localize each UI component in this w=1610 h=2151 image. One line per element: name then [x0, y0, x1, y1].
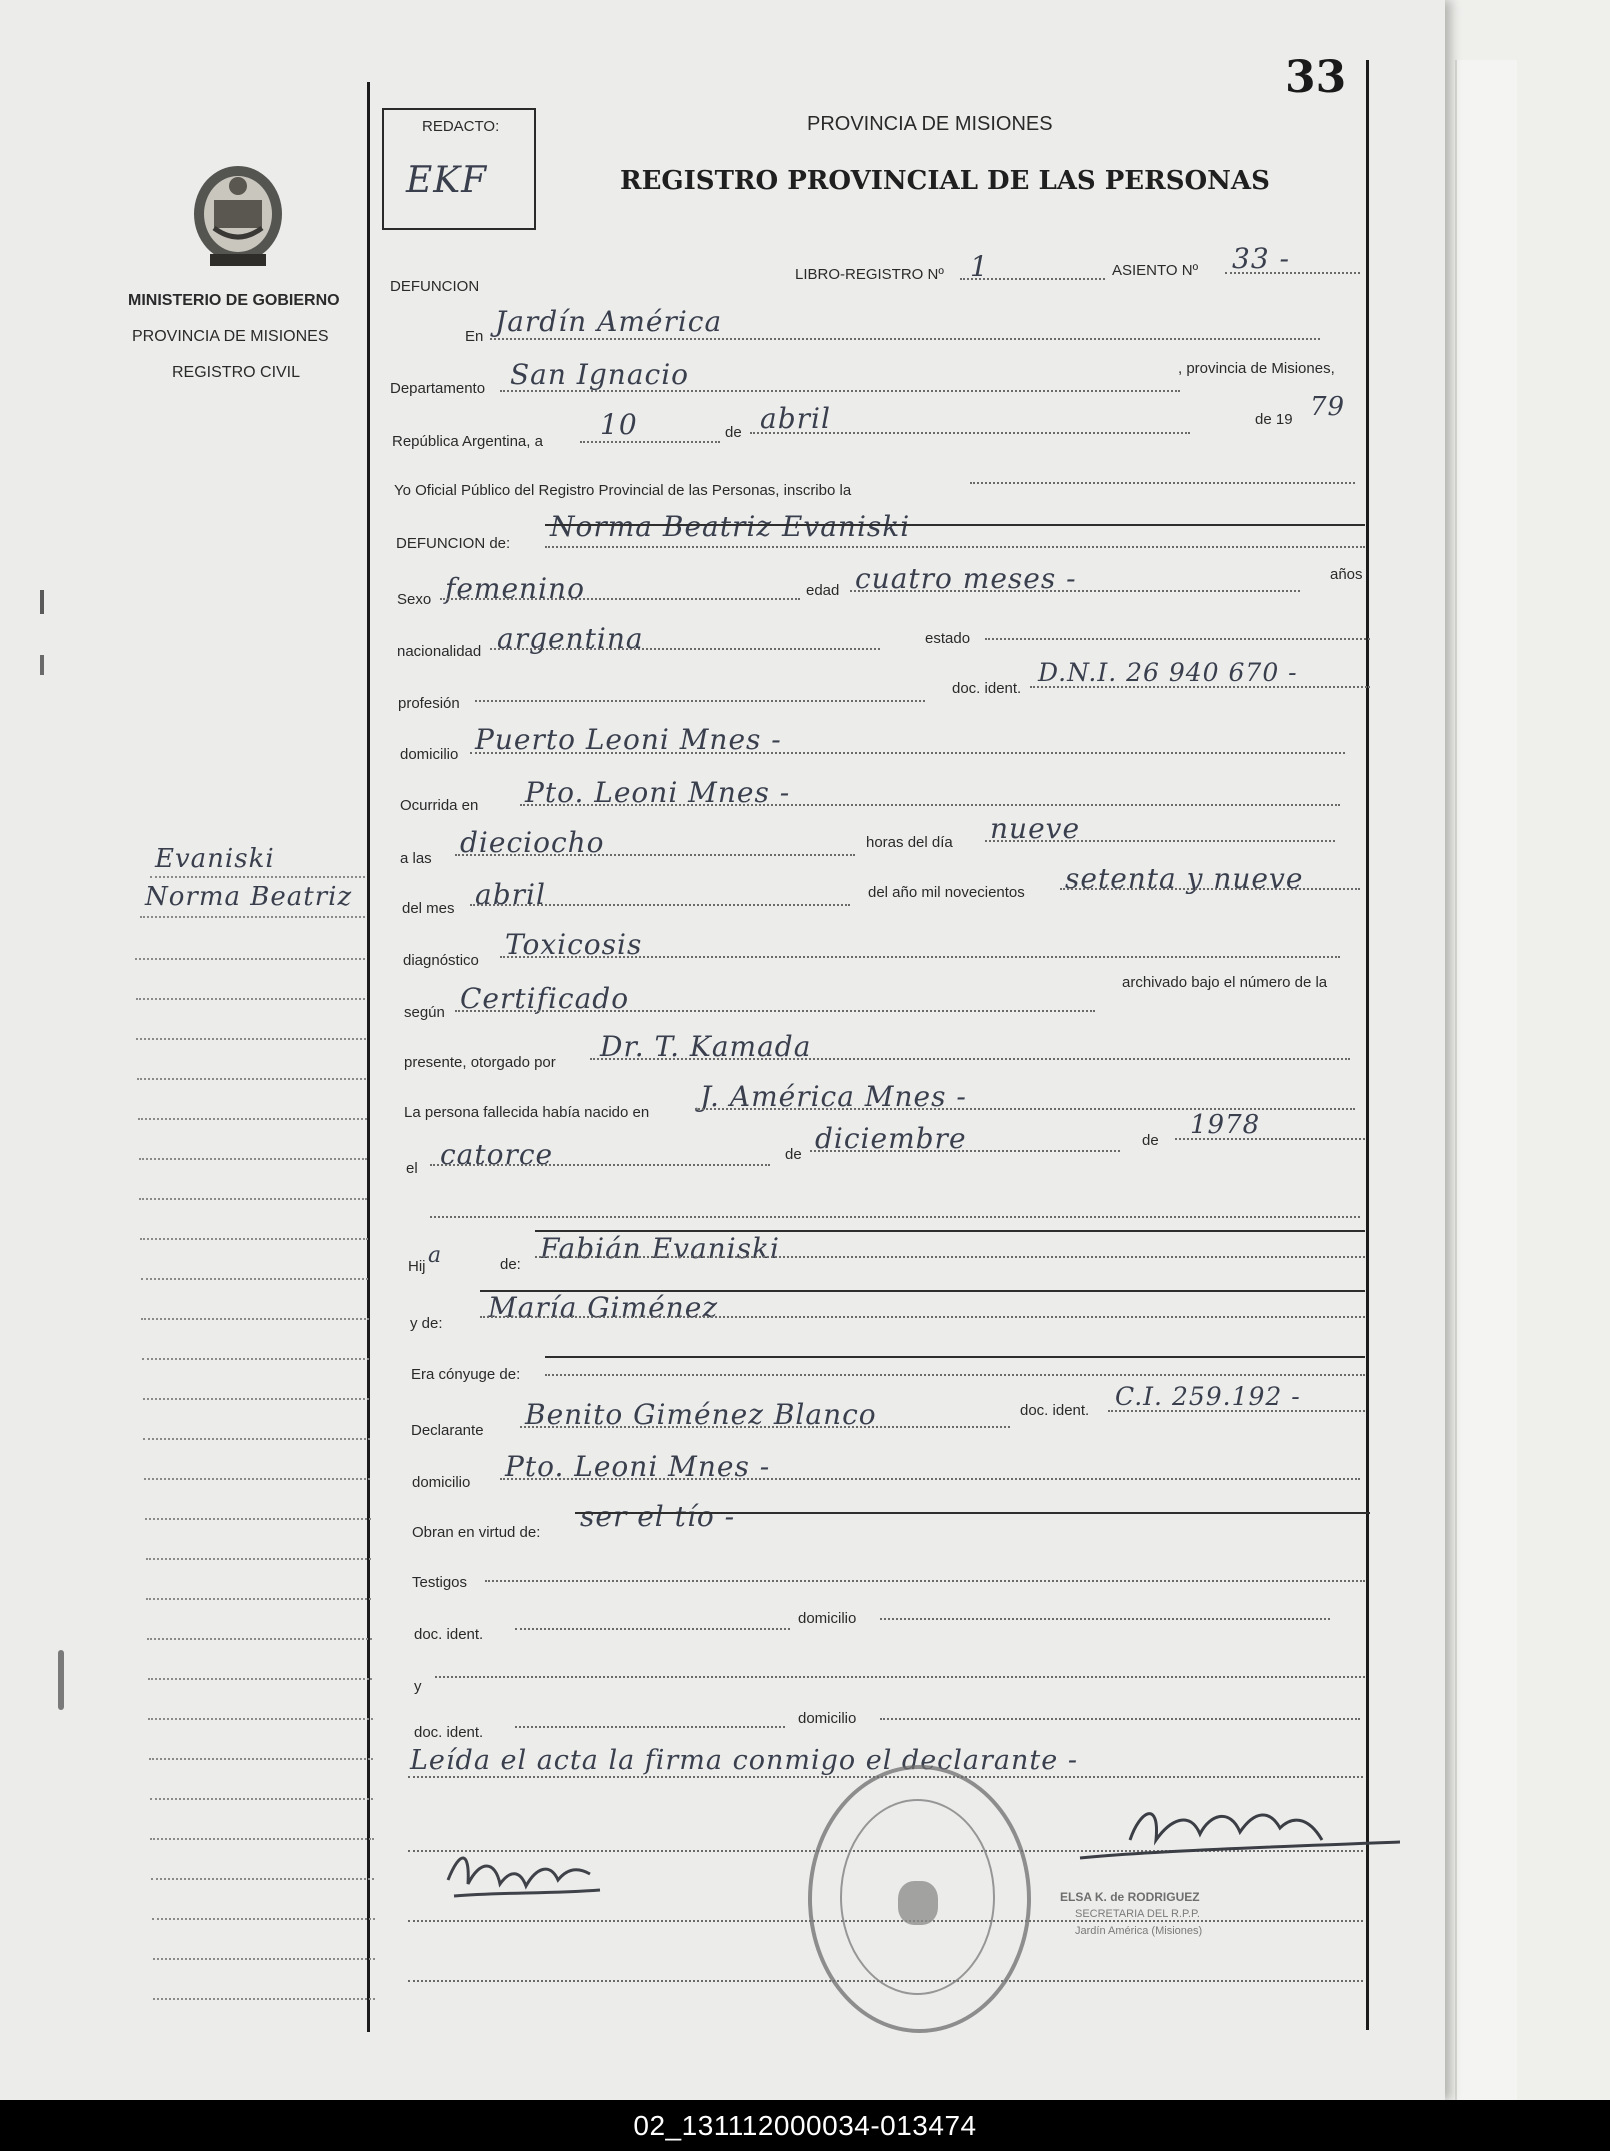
testigo2-doc-line: [515, 1726, 785, 1728]
official-role: SECRETARIA DEL R.P.P.: [1075, 1908, 1200, 1920]
margin-rule: [148, 1678, 373, 1680]
official-place: Jardín América (Misiones): [1075, 1925, 1203, 1937]
libro-value: 1: [970, 250, 989, 283]
edad-value: cuatro meses -: [855, 562, 1077, 595]
ministry-line1: MINISTERIO DE GOBIERNO: [128, 292, 340, 309]
conyuge-line: [545, 1356, 1365, 1358]
anio-texto-value: setenta y nueve: [1065, 862, 1304, 895]
official-name: ELSA K. de RODRIGUEZ: [1060, 1890, 1200, 1904]
anios-label: años: [1330, 566, 1363, 583]
asiento-line: [1225, 272, 1360, 274]
padre-value: Fabián Evaniski: [540, 1232, 780, 1265]
profesion-line: [475, 700, 925, 702]
margin-note-surname: Evaniski: [155, 844, 275, 874]
margin-rule: [153, 1958, 376, 1960]
provincia-label: , provincia de Misiones,: [1178, 360, 1335, 377]
margin-rule: [146, 1598, 371, 1600]
right-vertical-rule: [1366, 60, 1369, 2030]
declarant-signature: [440, 1840, 610, 1910]
madre-line: [480, 1290, 1365, 1292]
estado-label: estado: [925, 630, 971, 647]
republica-label: República Argentina, a: [392, 433, 543, 450]
binding-mark: [40, 590, 44, 614]
dia-texto-line: [985, 840, 1335, 842]
margin-rule: [141, 1278, 369, 1280]
libro-label: LIBRO-REGISTRO Nº: [795, 266, 944, 283]
margin-rule: [139, 1198, 367, 1200]
margin-note-given-names: Norma Beatriz: [145, 882, 353, 912]
testigo1-domicilio-label: domicilio: [798, 1610, 857, 1627]
archivado-label: archivado bajo el número de la: [1122, 974, 1328, 991]
declarante-domicilio-value: Pto. Leoni Mnes -: [505, 1450, 771, 1483]
obran-value: ser el tío -: [580, 1500, 736, 1533]
nacionalidad-line: [490, 648, 880, 650]
hijo-label: Hij: [408, 1258, 426, 1275]
hijo-suffix: a: [428, 1243, 443, 1268]
ministry-line2: PROVINCIA DE MISIONES: [132, 328, 329, 345]
declarante-line: [520, 1426, 1010, 1428]
diagnostico-line: [500, 956, 1340, 958]
doc-line: [1030, 686, 1370, 688]
binding-mark: [58, 1650, 64, 1710]
mes-line: [750, 432, 1190, 434]
margin-rule: [138, 1118, 367, 1120]
left-vertical-rule: [367, 82, 370, 2032]
closing-statement: Leída el acta la firma conmigo el declarante -: [410, 1745, 1078, 1776]
de-mes-label: de: [725, 424, 742, 441]
dia-line: [580, 441, 720, 443]
nombre-underline: [545, 546, 1365, 548]
departamento-value: San Ignacio: [510, 358, 690, 391]
lugar-line: [490, 338, 1320, 340]
mes-value: abril: [760, 402, 831, 435]
nacido-value: J. América Mnes -: [700, 1080, 967, 1113]
margin-rule: [151, 1878, 374, 1880]
ocurrida-line: [520, 804, 1340, 806]
a-las-label: a las: [400, 850, 432, 867]
libro-line: [960, 278, 1105, 280]
mes-texto-value: abril: [475, 878, 546, 911]
doc-value: D.N.I. 26 940 670 -: [1038, 658, 1298, 687]
testigo2-domicilio-label: domicilio: [798, 1710, 857, 1727]
nombre-line: [545, 524, 1365, 526]
nac-mes-value: diciembre: [815, 1122, 967, 1155]
page-number: 33: [1285, 52, 1347, 103]
del-anio-label: del año mil novecientos: [868, 884, 1025, 901]
redacto-box: [382, 108, 536, 230]
padre-line: [535, 1230, 1365, 1232]
margin-rule: [148, 1718, 372, 1720]
ocurrida-label: Ocurrida en: [400, 797, 479, 814]
margin-rule: [140, 916, 365, 918]
el-label: el: [406, 1160, 418, 1177]
next-page-edge: [1455, 60, 1517, 2100]
nacionalidad-label: nacionalidad: [397, 643, 482, 660]
hora-value: dieciocho: [460, 826, 605, 859]
asiento-label: ASIENTO Nº: [1112, 262, 1199, 279]
margin-rule: [136, 998, 366, 1000]
margin-rule: [139, 1158, 368, 1160]
otorgado-line: [590, 1058, 1350, 1060]
yo-oficial-label: Yo Oficial Público del Registro Provincial de las Personas, inscribo la: [394, 482, 852, 499]
stamp-inner-ring: [840, 1799, 995, 1995]
nac-dia-line: [430, 1164, 770, 1166]
profesion-label: profesión: [398, 695, 460, 712]
margin-rule: [153, 1998, 375, 2000]
provincial-emblem-icon: [188, 162, 288, 272]
domicilio-line: [470, 752, 1345, 754]
padre-underline: [535, 1256, 1365, 1258]
domicilio-value: Puerto Leoni Mnes -: [475, 723, 782, 756]
margin-rule: [147, 1638, 372, 1640]
nacionalidad-value: argentina: [497, 622, 644, 655]
nombre-value: Norma Beatriz Evaniski: [550, 510, 911, 543]
lugar-value: Jardín América: [495, 305, 723, 338]
nac-mes-line: [810, 1150, 1120, 1152]
nac-dia-value: catorce: [440, 1138, 554, 1171]
margin-rule: [140, 1238, 368, 1240]
obran-line: [575, 1512, 1370, 1514]
testigo1-doc-label: doc. ident.: [414, 1626, 484, 1643]
file-id-caption: 02_131112000034-013474: [0, 2100, 1610, 2151]
padre-de-label: de:: [500, 1256, 521, 1273]
declarante-value: Benito Giménez Blanco: [525, 1398, 877, 1431]
asiento-value: 33 -: [1232, 242, 1290, 275]
margin-rule: [152, 1918, 375, 1920]
estado-line: [985, 638, 1370, 640]
de-anio-label: de 19: [1255, 411, 1293, 428]
nac-anio-line: [1175, 1138, 1365, 1140]
testigo1-domicilio-line: [880, 1618, 1330, 1620]
redacto-initials: EKF: [406, 160, 488, 201]
diagnostico-value: Toxicosis: [505, 928, 643, 961]
declarante-domicilio-line: [500, 1478, 1360, 1480]
dia-value: 10: [600, 408, 638, 441]
conyuge-underline: [545, 1374, 1365, 1376]
edad-label: edad: [806, 582, 840, 599]
sexo-line: [440, 598, 800, 600]
anio-value: 79: [1310, 392, 1346, 422]
anio-texto-line: [1060, 888, 1360, 890]
margin-rule: [150, 876, 365, 878]
edad-line: [850, 590, 1300, 592]
obran-label: Obran en virtud de:: [412, 1524, 541, 1541]
y-de-label: y de:: [410, 1315, 443, 1332]
conyuge-label: Era cónyuge de:: [411, 1366, 521, 1383]
dia-texto-value: nueve: [990, 812, 1081, 845]
y-line: [435, 1676, 1365, 1678]
margin-rule: [141, 1318, 368, 1320]
margin-rule: [144, 1478, 370, 1480]
margin-rule: [135, 958, 365, 960]
ministry-line3: REGISTRO CIVIL: [172, 364, 301, 381]
margin-rule: [143, 1438, 369, 1440]
de-label-1: de: [785, 1146, 802, 1163]
binding-mark: [40, 655, 44, 675]
sexo-label: Sexo: [397, 591, 432, 608]
declarante-label: Declarante: [411, 1422, 484, 1439]
margin-rule: [143, 1398, 370, 1400]
en-label: En: [465, 328, 484, 345]
margin-rule: [149, 1758, 373, 1760]
testigos-line: [485, 1580, 1365, 1582]
diagnostico-label: diagnóstico: [403, 952, 479, 969]
declarante-doc-value: C.I. 259.192 -: [1115, 1382, 1301, 1411]
departamento-label: Departamento: [390, 380, 486, 397]
header-registry: REGISTRO PROVINCIAL DE LAS PERSONAS: [620, 166, 1270, 196]
yo-oficial-line: [970, 482, 1355, 484]
segun-label: según: [404, 1004, 445, 1021]
defuncion-de-label: DEFUNCION de:: [396, 535, 511, 552]
mes-texto-line: [470, 904, 850, 906]
declarante-doc-label: doc. ident.: [1020, 1402, 1090, 1419]
margin-rule: [150, 1838, 373, 1840]
header-province: PROVINCIA DE MISIONES: [807, 113, 1053, 135]
departamento-line: [500, 390, 1180, 392]
sexo-value: femenino: [445, 572, 585, 605]
margin-rule: [136, 1038, 365, 1040]
doc-ident-label: doc. ident.: [952, 680, 1022, 697]
nac-anio-value: 1978: [1190, 1110, 1261, 1140]
margin-rule: [145, 1518, 371, 1520]
domicilio-label: domicilio: [400, 746, 459, 763]
margin-rule: [142, 1358, 369, 1360]
testigos-label: Testigos: [412, 1574, 468, 1591]
testigo2-doc-label: doc. ident.: [414, 1724, 484, 1741]
ocurrida-value: Pto. Leoni Mnes -: [525, 776, 791, 809]
redacto-label: REDACTO:: [422, 118, 500, 135]
defuncion-heading: DEFUNCION: [390, 278, 480, 295]
declarante-domicilio-label: domicilio: [412, 1474, 471, 1491]
margin-rule: [150, 1798, 374, 1800]
nacido-label: La persona fallecida había nacido en: [404, 1104, 650, 1121]
blank-line: [430, 1216, 1360, 1218]
hora-line: [455, 854, 855, 856]
del-mes-label: del mes: [402, 900, 455, 917]
segun-line: [455, 1010, 1095, 1012]
presente-label: presente, otorgado por: [404, 1054, 556, 1071]
segun-value: Certificado: [460, 982, 630, 1015]
margin-rule: [146, 1558, 372, 1560]
madre-value: María Giménez: [488, 1291, 719, 1324]
official-signature: [1060, 1780, 1400, 1900]
de-label-2: de: [1142, 1132, 1159, 1149]
y-label: y: [414, 1678, 422, 1695]
margin-rule: [137, 1078, 366, 1080]
madre-underline: [480, 1316, 1365, 1318]
stamp-emblem-icon: [898, 1881, 938, 1925]
testigo1-doc-line: [515, 1628, 790, 1630]
otorgado-value: Dr. T. Kamada: [600, 1030, 812, 1063]
official-stamp: [808, 1765, 1031, 2033]
declarante-doc-line: [1108, 1410, 1365, 1412]
horas-label: horas del día: [866, 834, 953, 851]
testigo2-domicilio-line: [880, 1718, 1360, 1720]
